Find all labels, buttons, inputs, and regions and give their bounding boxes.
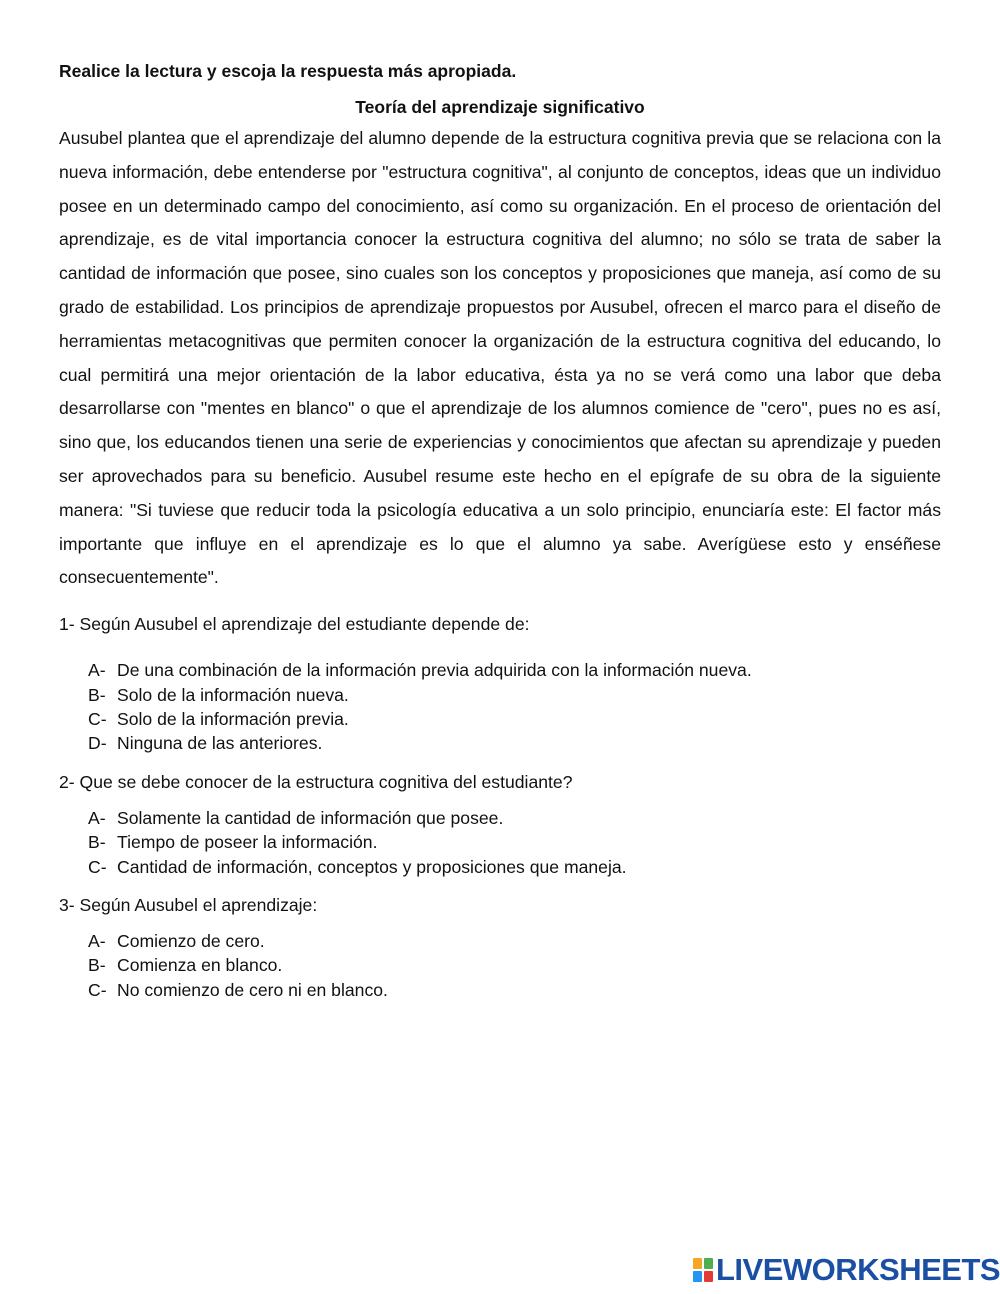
brand-name: LIVEWORKSHEETS (716, 1252, 1000, 1287)
reading-title: Teoría del aprendizaje significativo (355, 97, 645, 117)
question-1-option-b[interactable] (88, 683, 941, 707)
question-2: 2- Que se debe conocer de la estructura cognitiva del estudiante? (59, 771, 573, 792)
option-letter: D- (88, 733, 107, 754)
question-1: 1- Según Ausubel el aprendizaje del estudiante depende de: (59, 614, 530, 635)
option-letter: B- (88, 955, 106, 976)
option-text: Solo de la información nueva. (117, 684, 349, 705)
logo-block (693, 1271, 702, 1282)
reading-paragraph: Ausubel plantea que el aprendizaje del alumno depende de la estructura cognitiva previa que se relaciona con la nueva información, debe entenderse por "estructura cognitiva", al conjunto de conceptos, ideas que un individuo posee en un determinado campo del conocimiento, así como su organización. En el proceso de orientación del aprendizaje, es de vital importancia conocer la estructura cognitiva del alumno; no sólo se trata de saber la cantidad de información que posee, sino cuales son los conceptos y proposiciones que maneja, así como de su grado de estabilidad. Los principios de aprendizaje propuestos por Ausubel, ofrecen el marco para el diseño de herramientas metacognitivas que permiten conocer la organización de la estructura cognitiva del educando, lo cual permitirá una mejor orientación de la labor educativa, ésta ya no se verá como una labor que deba desarrollarse con "mentes en blanco" o que el aprendizaje de los alumnos comience de "cero", pues no es así, sino que, los educandos tienen una serie de experiencias y conocimientos que afectan su aprendizaje y pueden ser aprovechados para su beneficio. Ausubel resume este hecho en el epígrafe de su obra de la siguiente manera: "Si tuviese que reducir toda la psicología educativa a un solo principio, enunciaría este: El factor más importante que influye en el aprendizaje es lo que el alumno ya sabe. Averígüese esto y enséñese consecuentemente". (59, 128, 941, 588)
option-text: Tiempo de poseer la información. (117, 832, 378, 853)
question-2-option-a[interactable] (88, 806, 941, 830)
liveworksheets-watermark (693, 1252, 1000, 1287)
logo-block (704, 1271, 713, 1282)
question-1-option-c[interactable] (88, 707, 941, 731)
option-text: Solamente la cantidad de información que posee. (117, 807, 504, 828)
question-3: 3- Según Ausubel el aprendizaje: (59, 895, 318, 915)
option-text: No comienzo de cero ni en blanco. (117, 979, 388, 1000)
option-text: Solo de la información previa. (117, 708, 349, 729)
question-1-option-a[interactable] (88, 658, 941, 682)
option-text: Comienza en blanco. (117, 955, 283, 976)
option-letter: B- (88, 684, 106, 705)
option-letter: A- (88, 931, 106, 951)
worksheet-page (59, 56, 941, 1002)
question-2-option-b[interactable] (88, 830, 941, 854)
option-letter: C- (88, 979, 107, 1000)
question-2-option-c[interactable] (88, 855, 941, 879)
option-letter: B- (88, 832, 106, 853)
option-letter: C- (88, 856, 107, 877)
instruction-text: Realice la lectura y escoja la respuesta más apropiada. (59, 61, 517, 81)
option-letter: C- (88, 708, 107, 729)
question-1-options (59, 658, 941, 756)
question-3-option-b[interactable] (88, 953, 941, 977)
option-text: De una combinación de la información previa adquirida con la información nueva. (117, 660, 752, 681)
liveworksheets-logo-icon (693, 1258, 713, 1282)
question-3-option-a[interactable] (88, 929, 941, 953)
question-3-option-c[interactable] (88, 978, 941, 1002)
logo-block (704, 1258, 713, 1269)
question-3-options (59, 929, 941, 1002)
question-2-options (59, 806, 941, 879)
question-1-option-d[interactable] (88, 731, 941, 755)
option-letter: A- (88, 660, 106, 681)
option-text: Cantidad de información, conceptos y proposiciones que maneja. (117, 856, 627, 877)
option-text: Ninguna de las anteriores. (117, 733, 323, 754)
option-letter: A- (88, 807, 106, 828)
logo-block (693, 1258, 702, 1269)
option-text: Comienzo de cero. (117, 931, 265, 951)
